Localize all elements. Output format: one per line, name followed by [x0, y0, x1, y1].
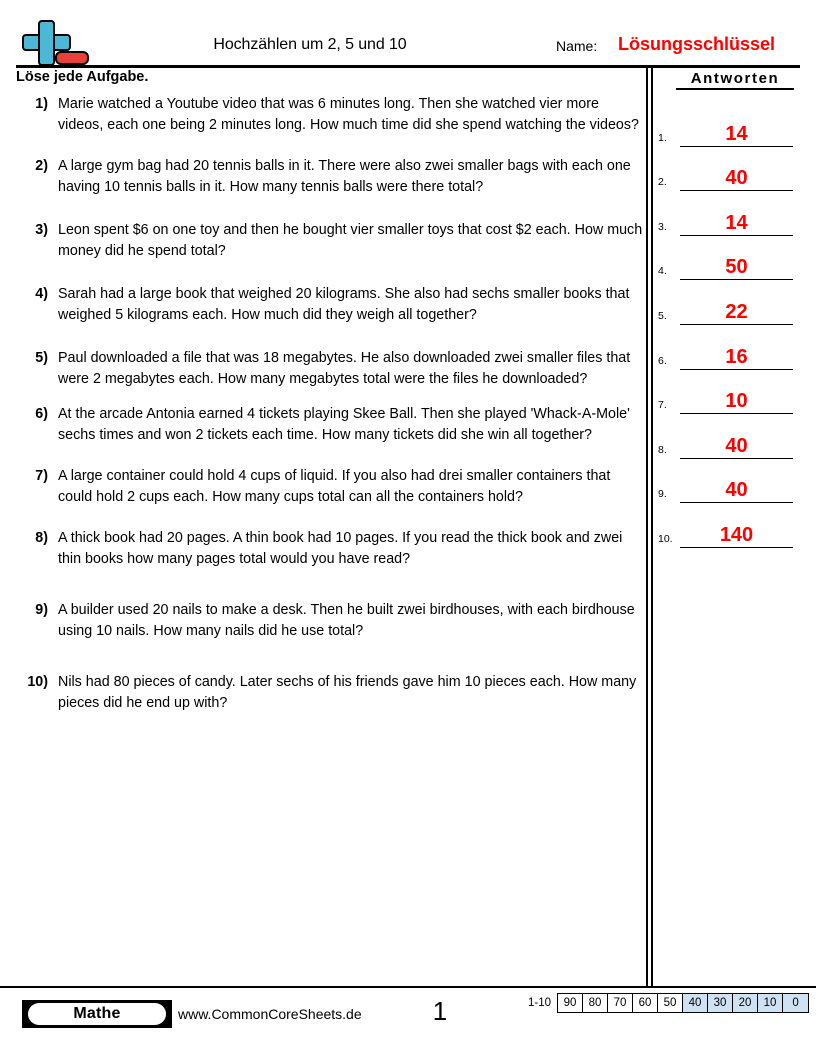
- problem-text: A large gym bag had 20 tennis balls in it. There were also zwei smaller bags with each one having 10 tennis balls in it. How many tennis balls were there total?: [58, 158, 631, 195]
- column-divider: [646, 66, 653, 986]
- problem-text: Paul downloaded a file that was 18 megabytes. He also downloaded zwei smaller files that were 2 megabytes each. How many megabytes total were the files he downloaded?: [58, 350, 631, 387]
- score-scale-box: 80: [583, 994, 608, 1012]
- score-scale-box: 90: [558, 994, 583, 1012]
- answer-index: 1.: [658, 131, 667, 144]
- score-scale-box: 30: [708, 994, 733, 1012]
- answer-column: [658, 102, 800, 548]
- answer-value: 14: [725, 122, 748, 145]
- score-scale-boxes: [557, 993, 809, 1013]
- problem-item: [16, 220, 644, 262]
- problem-text: A thick book had 20 pages. A thin book had 10 pages. If you read the thick book and zwei thin books how many pages total would you have read?: [58, 530, 623, 567]
- problem-number: 8): [35, 530, 48, 546]
- answer-row: [658, 280, 800, 325]
- answers-column-heading: Antworten: [676, 70, 794, 90]
- answer-index: 3.: [658, 220, 667, 233]
- problem-text: A large container could hold 4 cups of liquid. If you also had drei smaller containers that could hold 2 cups each. How many cups total can all the containers hold?: [58, 468, 611, 505]
- footer-divider: [0, 986, 816, 988]
- answer-value: 40: [725, 479, 748, 502]
- answer-index: 5.: [658, 309, 667, 322]
- divider-line-right: [651, 66, 653, 986]
- problem-item: [16, 156, 644, 198]
- answer-row: [658, 414, 800, 459]
- answer-value: 140: [719, 523, 754, 546]
- answer-index: 10.: [658, 532, 673, 545]
- problem-item: [16, 672, 644, 714]
- instruction-text: Löse jede Aufgabe.: [16, 69, 149, 85]
- problem-number: 4): [35, 286, 48, 302]
- answer-value: 14: [725, 211, 748, 234]
- subject-badge-label: Mathe: [28, 1003, 166, 1025]
- problem-list: [16, 94, 644, 714]
- score-scale-range-label: 1-10: [528, 997, 552, 1009]
- answer-row: [658, 236, 800, 281]
- problem-text: Sarah had a large book that weighed 20 kilograms. She also had sechs smaller books that weighed 5 kilograms each. How much did they weigh all together?: [58, 286, 630, 323]
- problem-item: [16, 600, 644, 642]
- site-url: www.CommonCoreSheets.de: [178, 1006, 362, 1022]
- score-scale-box: 60: [633, 994, 658, 1012]
- answer-value: 40: [725, 167, 748, 190]
- answer-row: [658, 325, 800, 370]
- problem-text: Marie watched a Youtube video that was 6 minutes long. Then she watched vier more videos, each one being 2 minutes long. How much time did she spend watching the videos?: [58, 96, 639, 133]
- answer-row: [658, 147, 800, 192]
- page-number: 1: [432, 996, 448, 1026]
- answer-value: 50: [725, 256, 748, 279]
- answer-index: 2.: [658, 176, 667, 189]
- name-label: Name:: [556, 38, 598, 54]
- problem-text: Leon spent $6 on one toy and then he bought vier smaller toys that cost $2 each. How much money did he spend total?: [58, 222, 643, 259]
- problem-item: [16, 348, 644, 390]
- problem-text: A builder used 20 nails to make a desk. Then he built zwei birdhouses, with each birdhouse using 10 nails. How many nails did he use total?: [58, 602, 635, 639]
- problem-text: Nils had 80 pieces of candy. Later sechs of his friends gave him 10 pieces each. How many pieces did he end up with?: [58, 674, 637, 711]
- answer-value: 40: [725, 434, 748, 457]
- problem-number: 7): [35, 468, 48, 484]
- problem-item: [16, 466, 644, 508]
- answer-key-label: Lösungsschlüssel: [618, 34, 776, 54]
- problem-number: 1): [35, 96, 48, 112]
- answer-row: [658, 459, 800, 504]
- problem-number: 9): [35, 602, 48, 618]
- answer-index: 7.: [658, 399, 667, 412]
- problem-item: [16, 404, 644, 446]
- answer-index: 8.: [658, 443, 667, 456]
- score-scale-box: 40: [683, 994, 708, 1012]
- problem-item: [16, 94, 644, 136]
- answer-row: [658, 503, 800, 548]
- page-header: [0, 0, 816, 68]
- problem-item: [16, 284, 644, 326]
- problem-text: At the arcade Antonia earned 4 tickets playing Skee Ball. Then she played 'Whack-A-Mole' sechs times and won 2 tickets each time. How many tickets did she win all together?: [58, 406, 630, 443]
- problem-number: 2): [35, 158, 48, 174]
- score-scale: [528, 993, 809, 1013]
- answer-index: 4.: [658, 265, 667, 278]
- problem-number: 5): [35, 350, 48, 366]
- problem-number: 10): [27, 674, 48, 690]
- answer-row: [658, 370, 800, 415]
- answer-row: [658, 191, 800, 236]
- score-scale-box: 50: [658, 994, 683, 1012]
- divider-line-left: [646, 66, 648, 986]
- answer-index: 6.: [658, 354, 667, 367]
- score-scale-box: 10: [758, 994, 783, 1012]
- header-divider: [16, 65, 800, 68]
- subject-badge: [22, 1000, 172, 1028]
- score-scale-box: 0: [783, 994, 808, 1012]
- answer-value: 16: [725, 345, 748, 368]
- problem-number: 3): [35, 222, 48, 238]
- score-scale-box: 70: [608, 994, 633, 1012]
- problem-number: 6): [35, 406, 48, 422]
- page-title: Hochzählen um 2, 5 und 10: [213, 36, 407, 53]
- answer-value: 10: [725, 390, 748, 413]
- answer-index: 9.: [658, 488, 667, 501]
- answer-value: 22: [725, 300, 748, 323]
- problem-item: [16, 528, 644, 570]
- answer-row: [658, 102, 800, 147]
- score-scale-box: 20: [733, 994, 758, 1012]
